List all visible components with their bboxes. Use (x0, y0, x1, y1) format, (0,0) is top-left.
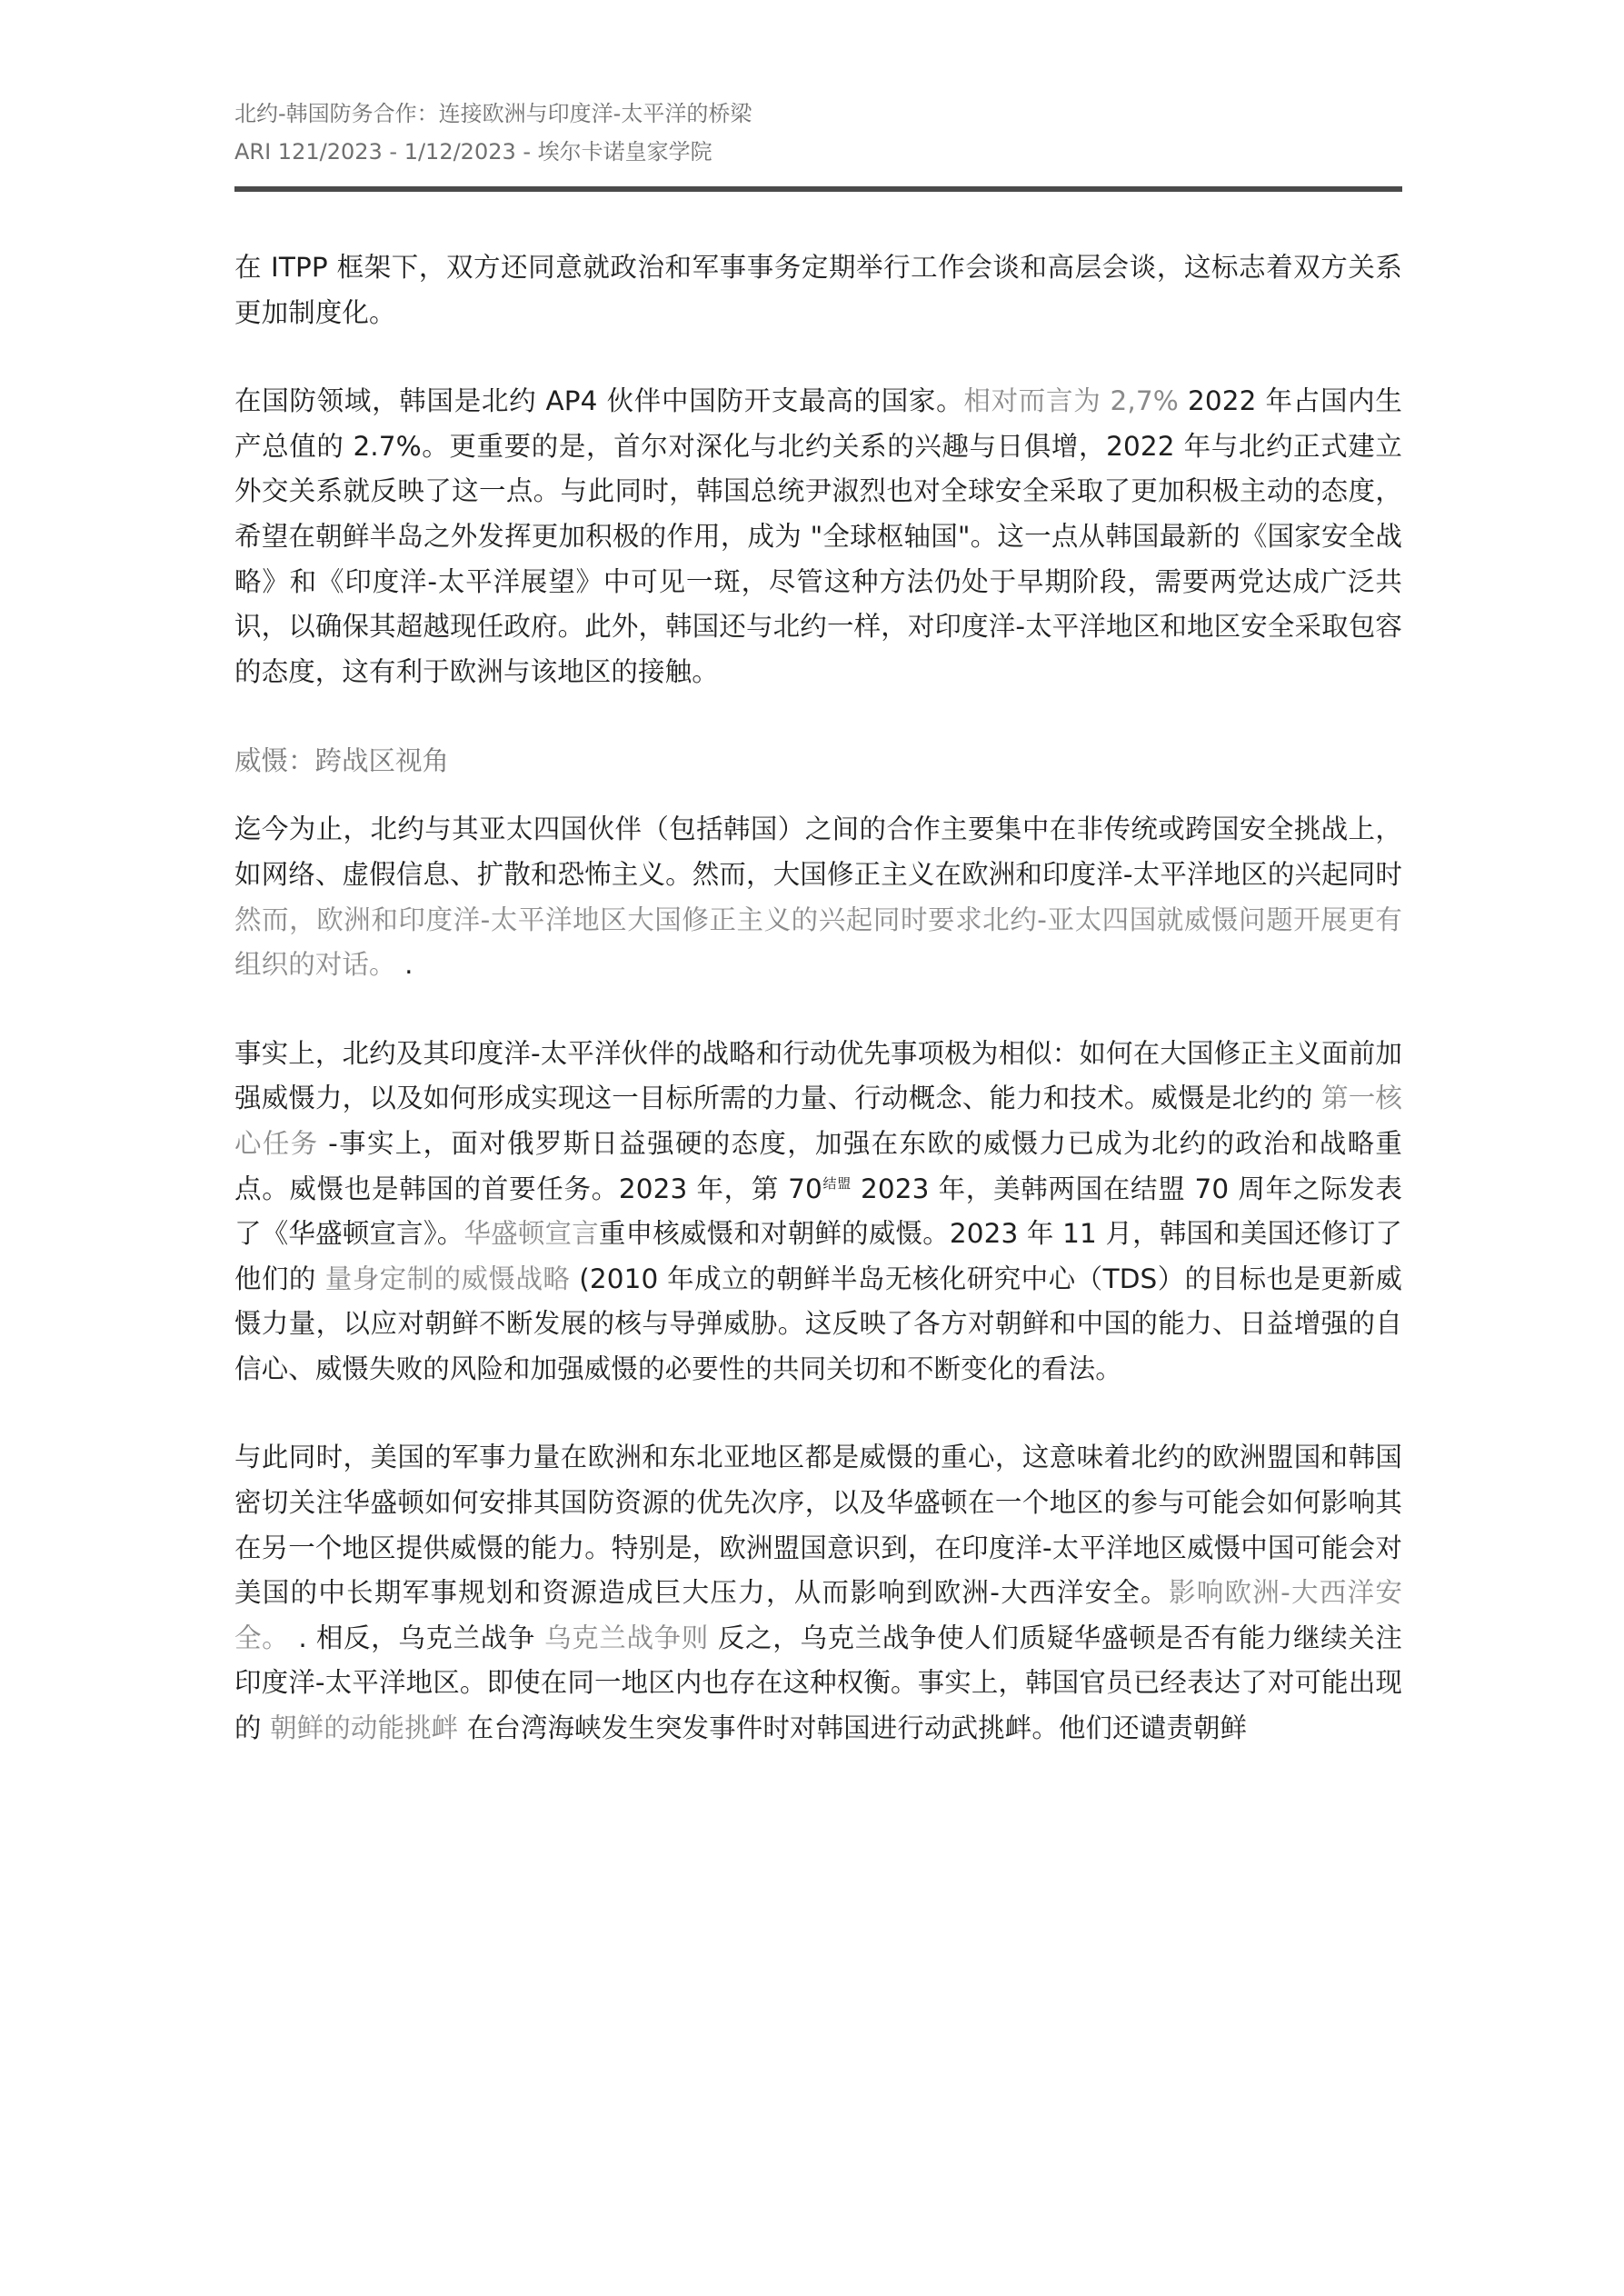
text-segment: 重申核威慑和对朝鲜的威慑。2023 年 11 月，韩国和美国还修订了他们的 (234, 1218, 1402, 1294)
document-title: 北约-韩国防务合作：连接欧洲与印度洋-太平洋的桥梁 (234, 101, 752, 126)
header-divider (234, 186, 1402, 192)
text-segment: 事实上，北约及其印度洋-太平洋伙伴的战略和行动优先事项极为相似：如何在大国修正主义面前加强威慑力，以及如何形成实现这一目标所需的力量、行动概念、能力和技术。威慑是北约的 (234, 1037, 1402, 1114)
text-segment: -事实上，面对俄罗斯日益强硬的态度，加强在东欧的威慑力已成为北约的政治和战略重点。威慑也是韩国的首要任务。2023 年，第 70 (234, 1127, 1402, 1204)
paragraph-itpp: 在 ITPP 框架下，双方还同意就政治和军事事务定期举行工作会谈和高层会谈，这标志着双方关系更加制度化。 (234, 252, 1402, 328)
text-segment: 迄今为止，北约与其亚太四国伙伴（包括韩国）之间的合作主要集中在非传统或跨国安全挑战上，如网络、虚假信息、扩散和恐怖主义。然而，大国修正主义在欧洲和印度洋-太平洋地区的兴起同时 (234, 814, 1402, 890)
translated-text-fragment: 然而，欧洲和印度洋-太平洋地区大国修正主义的兴起同时要求北约-亚太四国就威慑问题开展更有组织的对话。 (234, 903, 1402, 981)
link-defense-spending[interactable]: 相对而言为 2,7% (963, 385, 1179, 417)
link-kinetic-provocation[interactable]: 朝鲜的动能挑衅 (270, 1712, 459, 1744)
document-body (234, 245, 1402, 1795)
paragraph-defense-spending (234, 379, 1402, 694)
text-segment: (2010 年成立的朝鲜半岛无核化研究中心（TDS）的目标也是更新威慑力量，以应对朝鲜不断发展的核与导弹威胁。这反映了各方对朝鲜和中国的能力、日益增强的自信心、威慑失败的风险和加强威慑的必要性的共同关切和不断变化的看法。 (234, 1263, 1402, 1384)
text-segment: 在台湾海峡发生突发事件时对韩国进行动武挑衅。他们还谴责朝鲜 (458, 1712, 1248, 1744)
document-reference: ARI 121/2023 - 1/12/2023 - 埃尔卡诺皇家学院 (234, 139, 712, 165)
paragraph-us-military (234, 1435, 1402, 1751)
superscript-note: 结盟 (822, 1174, 852, 1192)
text-segment: . (395, 949, 413, 981)
link-core-task[interactable]: 第一核心任务 (234, 1083, 1402, 1159)
text-segment: 反之，乌克兰战争使人们质疑华盛顿是否有能力继续关注印度洋-太平洋地区。即使在同一地区内也存在这种权衡。事实上，韩国官员已经表达了对可能出现的 (234, 1622, 1402, 1744)
paragraph-cooperation (234, 807, 1402, 987)
text-segment: 在国防领域，韩国是北约 AP4 伙伴中国防开支最高的国家。 (234, 385, 964, 417)
link-washington-declaration[interactable]: 华盛顿宣言 (463, 1218, 599, 1250)
section-heading: 威慑：跨战区视角 (234, 745, 450, 777)
text-segment: . 相反，乌克兰战争 (289, 1622, 545, 1653)
paragraph-deterrence (234, 1032, 1402, 1393)
link-tailored-deterrence-strategy[interactable]: 量身定制的威慑战略 (324, 1263, 571, 1294)
text-segment: 2023 年，美韩两国在结盟 70 周年之际发表了《华盛顿宣言》。 (234, 1173, 1403, 1250)
page-header (234, 95, 1402, 171)
link-euro-atlantic-security[interactable]: 影响欧洲-大西洋安全。 (234, 1577, 1403, 1653)
link-ukraine-war[interactable]: 乌克兰战争则 (544, 1622, 709, 1653)
text-segment: 与此同时，美国的军事力量在欧洲和东北亚地区都是威慑的重心，这意味着北约的欧洲盟国和韩国密切关注华盛顿如何安排其国防资源的优先次序，以及华盛顿在一个地区的参与可能会如何影响其在另一个地区提供威慑的能力。特别是，欧洲盟国意识到，在印度洋-太平洋地区威慑中国可能会对美国的中长期军事规划和资源造成巨大压力，从而影响到欧洲-大西洋安全。 (234, 1442, 1402, 1609)
text-segment: 2022 年占国内生产总值的 2.7%。更重要的是，首尔对深化与北约关系的兴趣与日俱增，2022 年与北约正式建立外交关系就反映了这一点。与此同时，韩国总统尹淑烈也对全球安全采取了更加积极主动的态度，希望在朝鲜半岛之外发挥更加积极的作用，成为 "全球枢轴国"。这一点从韩国最新的《国家安全战略》和《印度洋-太平洋展望》中可见一斑，尽管这种方法仍处于早期阶段，需要两党达成广泛共识，以确保其超越现任政府。此外，韩国还与北约一样，对印度洋-太平洋地区和地区安全采取包容的态度，这有利于欧洲与该地区的接触。 (234, 385, 1402, 687)
